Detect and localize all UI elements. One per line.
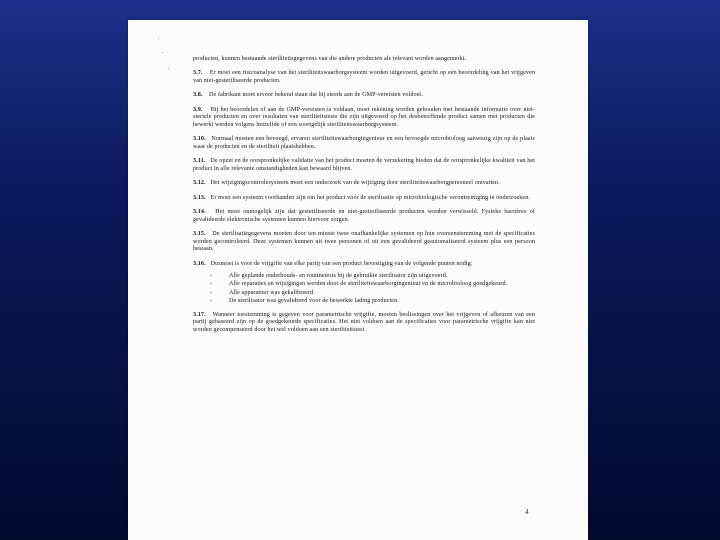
list-item: - Alle apparatuur was gekalibreerd. xyxy=(219,290,535,298)
page-number: 4 xyxy=(525,508,529,516)
clause-3-7: 3.7. Er moet een risicoanalyse van het steriliteitswaarborgsysteem worden uitgevoerd, gericht op een beoordeling van het vrijgeven van niet-gesteriliseerde producten. xyxy=(193,70,535,84)
document-text xyxy=(193,56,535,341)
scanned-document-page xyxy=(128,20,588,540)
clause-3-10: 3.10. Normaal moeten een bevoegd, ervaren steriliteitswaarborgingenieur en een bevoegde microbioloog aanwezig zijn op de plaats waar de producten en de steriliteit plaatshebben. xyxy=(193,136,535,150)
clause-3-14: 3.14. Het moet onmogelijk zijn dat gesteriliseerde en niet-gesteriliseerde producten worden verwisseld. Fysieke barrières of gevalideerde elektronische systemen kunnen hiervoor zorgen. xyxy=(193,209,535,223)
list-item: - Alle reparaties en wijzigingen werden door de steriliteitswaarborgingenieur en de microbioloog goedgekeurd. xyxy=(219,281,535,289)
list-item: - Alle geplande onderhouds- en routinetests bij de gebruikte sterilisator zijn uitgevoerd. xyxy=(219,273,535,281)
clause-3-15: 3.15. De sterilisatiegegevens moeten door ten minste twee onafhankelijke systemen op hun overeenstemming met de specificaties worden gecontroleerd. Deze systemen kunnen uit twee personen of uit een gevalideerd geautomatiseerd systeem plus een persoon bestaan. xyxy=(193,231,535,253)
clause-3-17: 3.17. Wanneer toestemming is gegeven voor parametrische vrijgifte, moeten beslissingen over het vrijgeven of afkeuren van een partij gebaseerd zijn op de goedgekeurde specificaties. Het niet voldoen aan de specificaties voor parametrische vrijgifte kan niet worden gecompenseerd door het wel voldoen aan een steriliteitstest. xyxy=(193,311,536,333)
intro-paragraph: producten, kunnen bestaande steriliteitsgegevens van die andere producten als relevant worden aangemerkt. xyxy=(193,56,467,62)
clause-3-16: 3.16. Dusmoet is voor de vrijgifte van elke partij van een product bevestiging van de volgende punten nodig: xyxy=(193,260,473,267)
clause-3-9: 3.9. Bij het beoordelen of aan de GMP-vereisten is voldaan, moet rekening worden gehouden met bestaande informatie over niet-steriele producten en over resultaten van steriliteitstests die zijn uitgevoerd op het desbetreffende product samen met producten die bewerkt werden volgens hetzelfde of een soortgelijk steriliteitswaarborgsysteem. xyxy=(193,106,535,128)
clause-3-13: 3.13. Er moet een systeem voorhanden zijn om het product vóór de sterilisatie op microbiologische verontreiniging te onderzoeken. xyxy=(193,194,530,201)
clause-3-12: 3.12. Het wijzigingscontrolesysteem moet een onderzoek van de wijziging door steriliteitswaarborgpersoneel omvatten. xyxy=(193,180,500,187)
list-item: - De sterilisator was gevalideerd voor de bewerkte lading producten. xyxy=(219,298,535,306)
release-checklist xyxy=(193,273,535,306)
clause-3-11: 3.11. De opzet en de oorspronkelijke validatie van het product moeten de verzekering bieden dat de oorspronkelijke kwaliteit van het product in alle relevante omstandigheden kan bewaard blijven. xyxy=(193,158,536,172)
clause-3-8: 3.8. De fabrikant moet ervoor bekend staan dat hij steeds aan de GMP-vereisten voldoet. xyxy=(193,92,423,99)
